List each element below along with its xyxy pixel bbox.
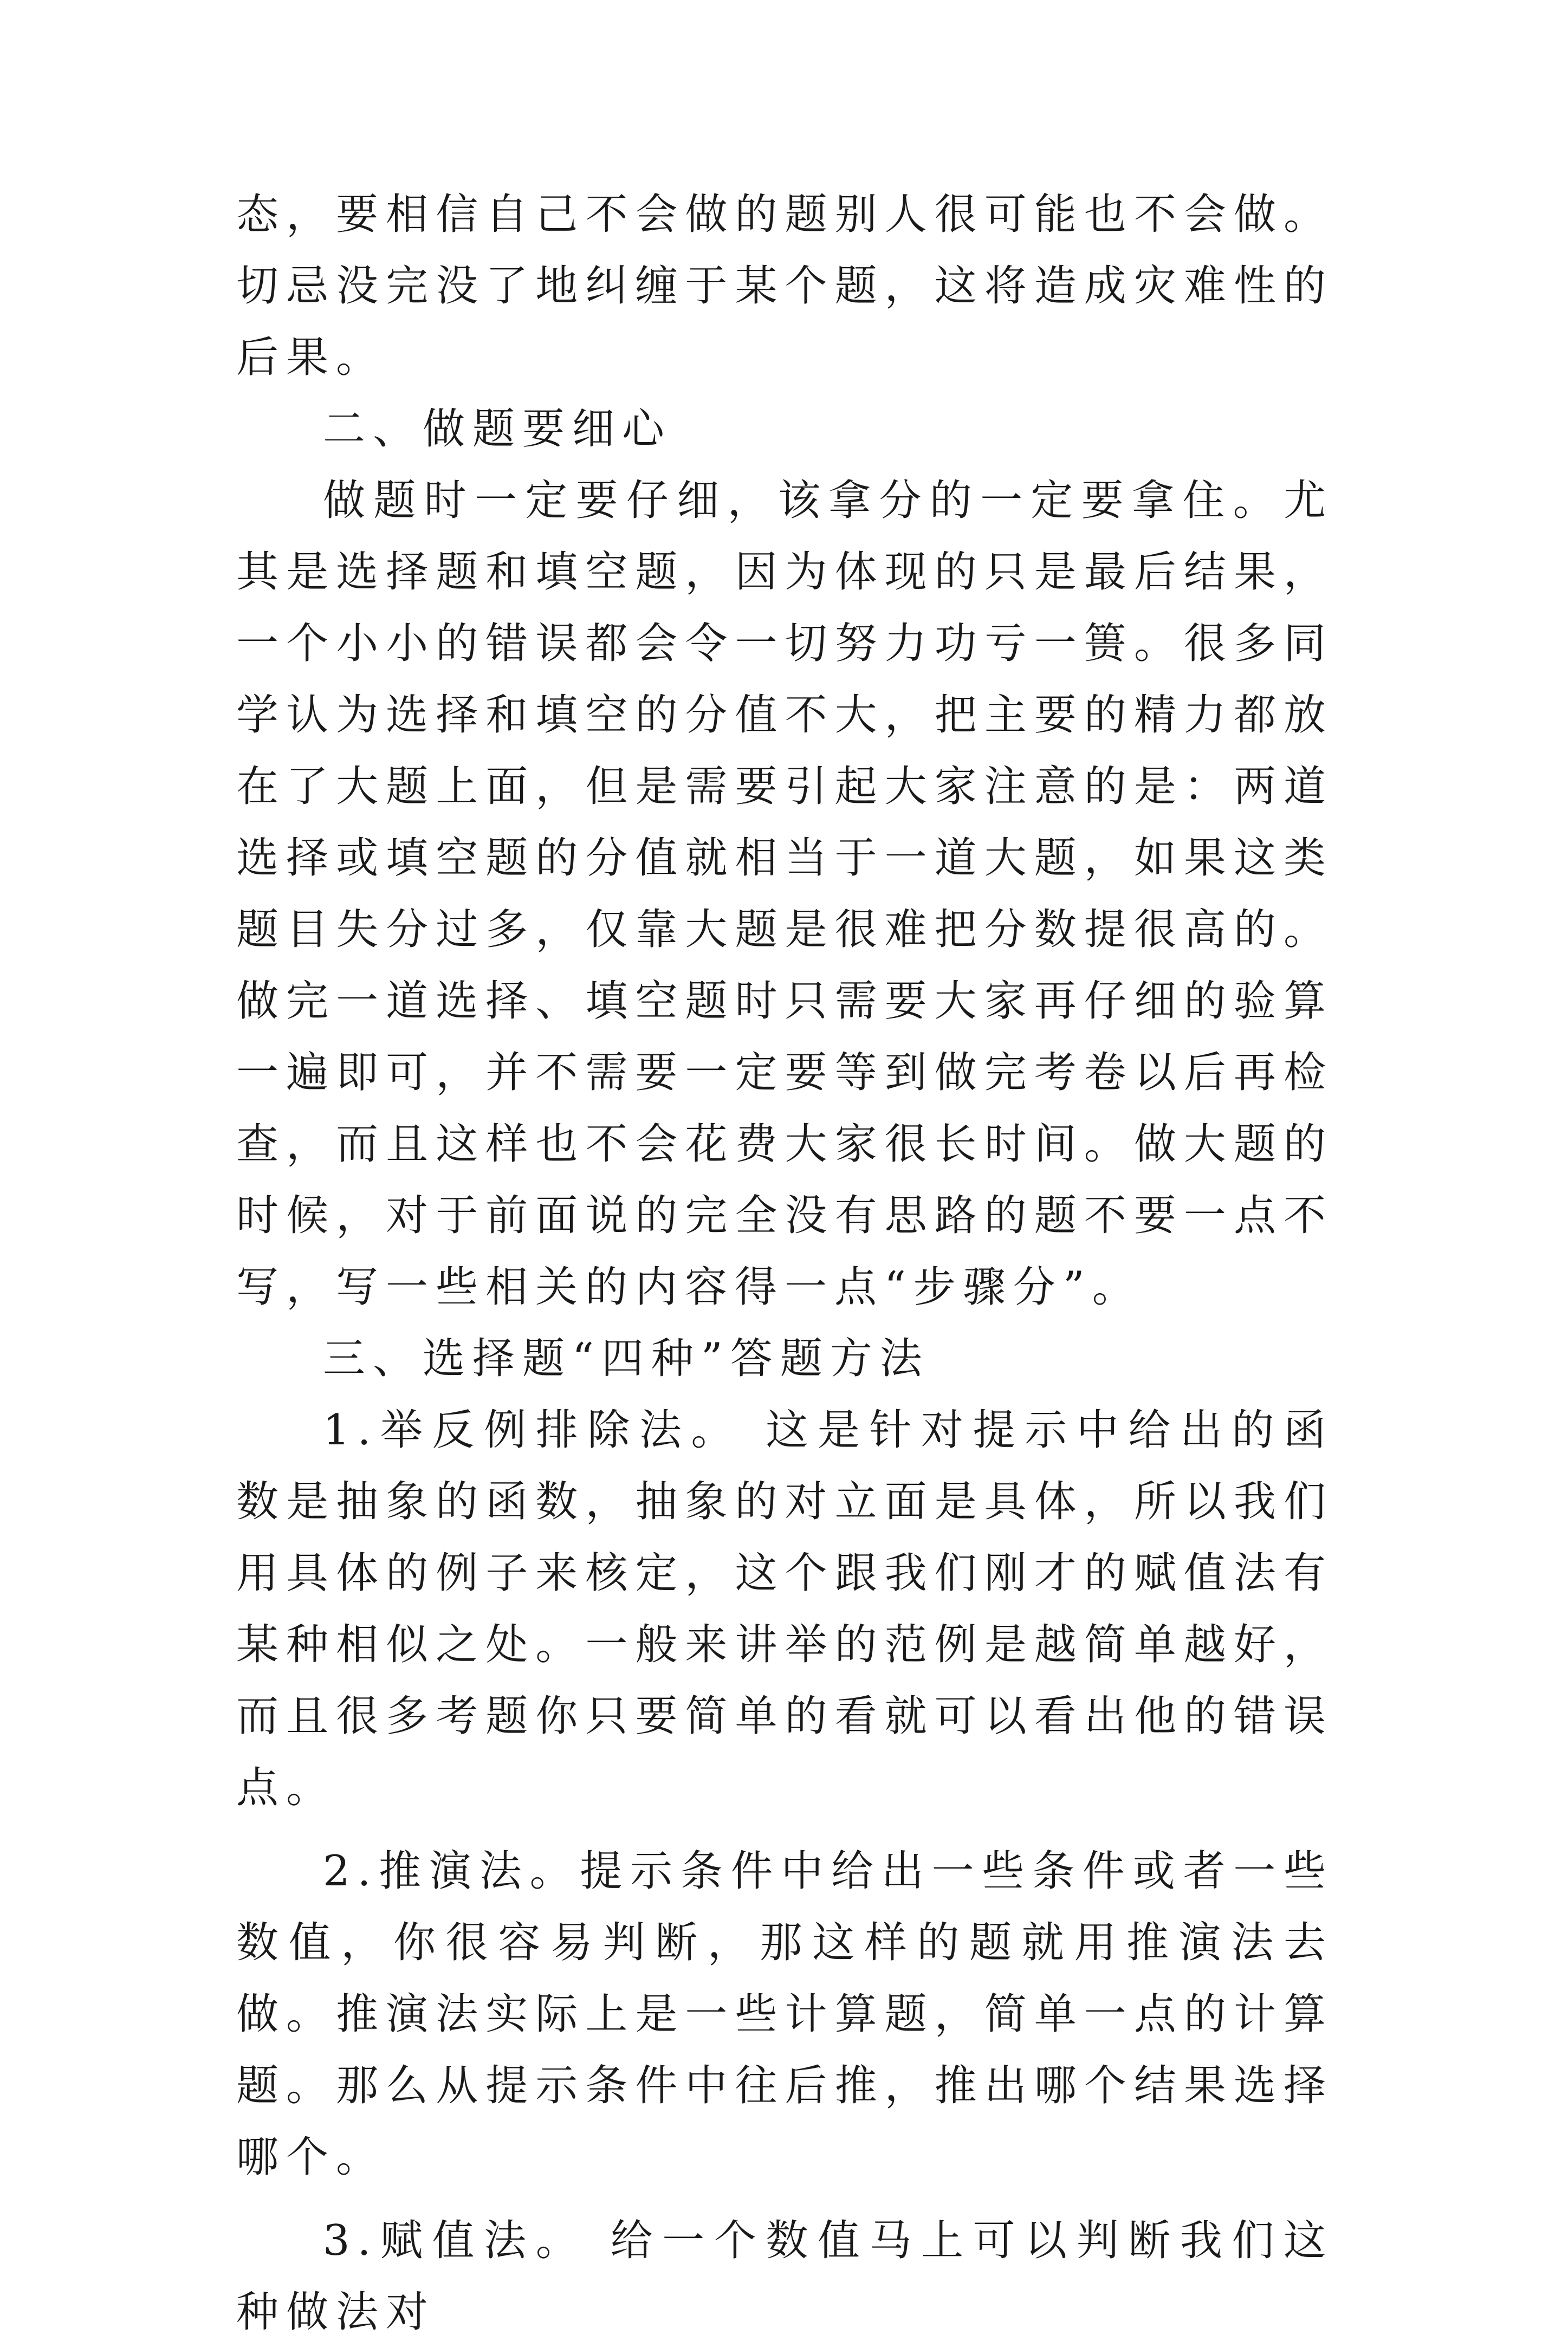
paragraph-4: 2.推演法。提示条件中给出一些条件或者一些数值，你很容易判断，那这样的题就用推演法去做。推演法实际上是一些计算题，简单一点的计算题。那么从提示条件中往后推，推出哪个结果选择哪个。 (236, 1847, 1333, 2182)
paragraph-5: 3.赋值法。 给一个数值马上可以判断我们这种做法对 (236, 2216, 1333, 2337)
document-body (236, 179, 1333, 2348)
paragraph-2: 做题时一定要仔细，该拿分的一定要拿住。尤其是选择题和填空题，因为体现的只是最后结果，一个小小的错误都会令一切努力功亏一篑。很多同学认为选择和填空的分值不大，把主要的精力都放在了大题上面，但是需要引起大家注意的是：两道选择或填空题的分值就相当于一道大题，如果这类题目失分过多，仅靠大题是很难把分数提很高的。做完一道选择、填空题时只需要大家再仔细的验算一遍即可，并不需要一定要等到做完考卷以后再检查，而且这样也不会花费大家很长时间。做大题的时候，对于前面说的完全没有思路的题不要一点不写，写一些相关的内容得一点“步骤分”。 (236, 476, 1333, 1312)
section-heading-3: 三、选择题“四种”答题方法 (323, 1334, 930, 1383)
paragraph-1: 态，要相信自己不会做的题别人很可能也不会做。切忌没完没了地纠缠于某个题，这将造成灾难性的后果。 (236, 190, 1333, 382)
section-heading-2: 二、做题要细心 (323, 405, 672, 453)
paragraph-3: 1.举反例排除法。 这是针对提示中给出的函数是抽象的函数，抽象的对立面是具体，所以我们用具体的例子来核定，这个跟我们刚才的赋值法有某种相似之处。一般来讲举的范例是越简单越好，而且很多考题你只要简单的看就可以看出他的错误点。 (236, 1406, 1333, 1812)
